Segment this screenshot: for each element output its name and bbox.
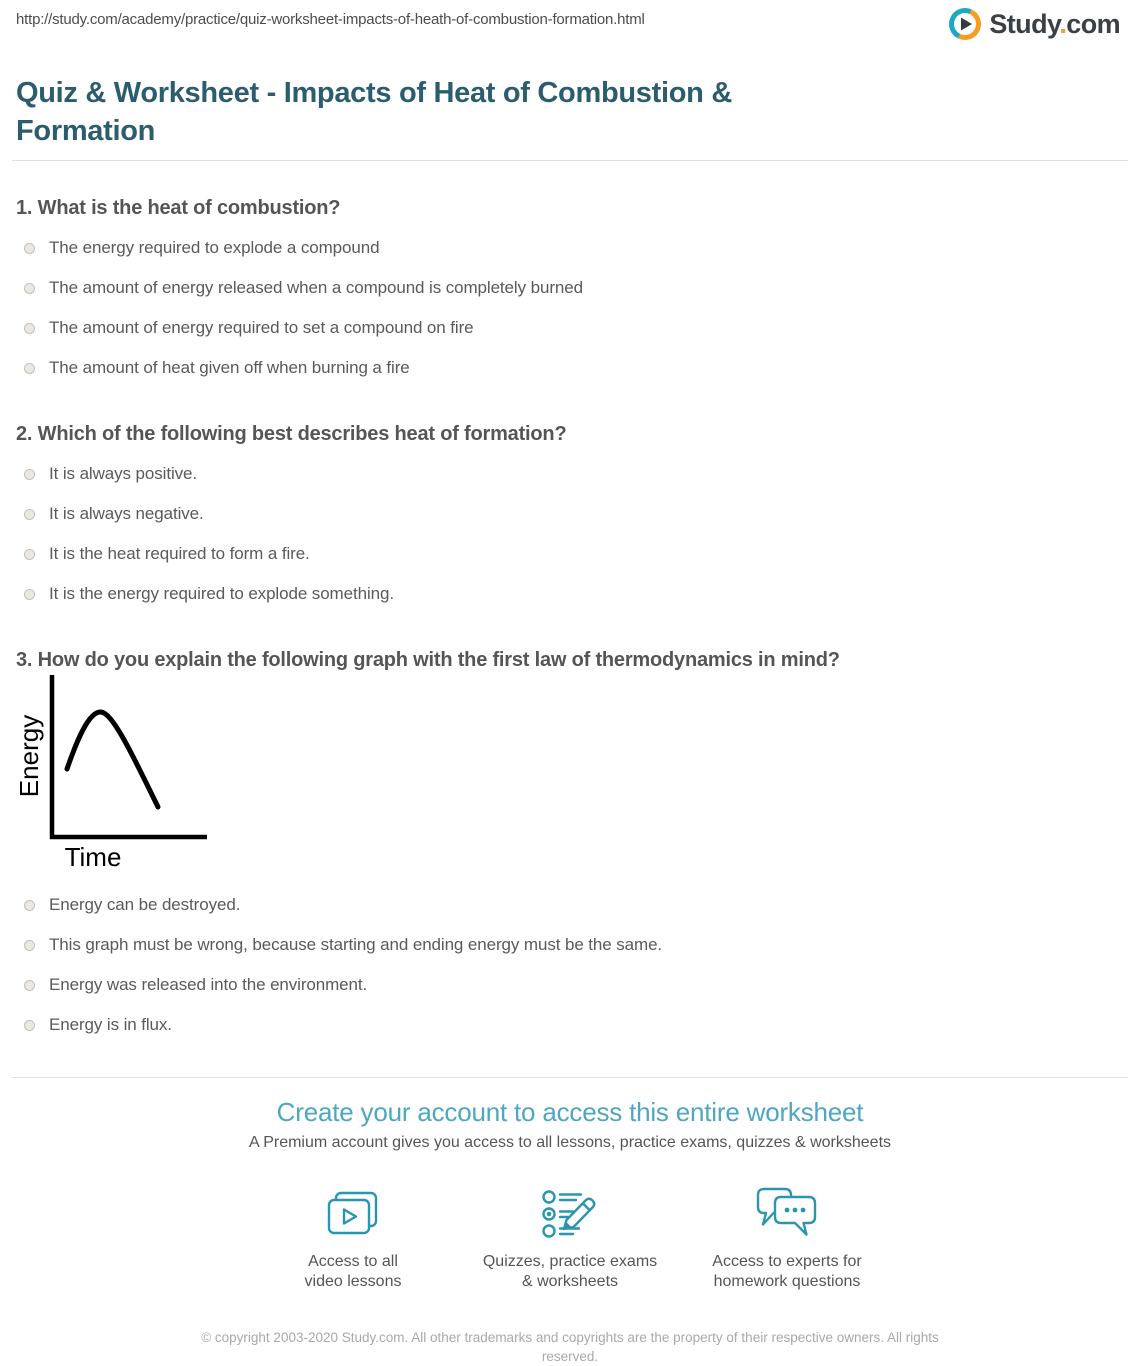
signup-divider <box>12 1077 1128 1078</box>
q2-option-d-label[interactable]: It is the energy required to explode something. <box>49 584 394 603</box>
q3-option-a[interactable] <box>16 885 1124 925</box>
q3-option-d-radio[interactable] <box>24 1020 35 1031</box>
studycom-logo[interactable] <box>948 7 1120 41</box>
graph-xlabel: Time <box>64 842 122 872</box>
question-2 <box>16 422 1124 614</box>
page-title: Quiz & Worksheet - Impacts of Heat of Combustion & Formation <box>16 77 732 147</box>
q3-option-d[interactable] <box>16 1005 1124 1045</box>
question-1-options <box>16 228 1124 388</box>
q3-option-c[interactable] <box>16 965 1124 1005</box>
worksheet-content <box>0 74 1140 1366</box>
logo-text <box>989 9 1120 40</box>
q2-option-d-radio[interactable] <box>24 589 35 600</box>
question-3-heading <box>16 648 1124 672</box>
q1-option-d-radio[interactable] <box>24 363 35 374</box>
q3-option-d-label[interactable]: Energy is in flux. <box>49 1015 172 1034</box>
q2-option-c-label[interactable]: It is the heat required to form a fire. <box>49 544 310 563</box>
q1-option-b-label[interactable]: The amount of energy released when a compound is completely burned <box>49 278 583 297</box>
q2-option-b-radio[interactable] <box>24 509 35 520</box>
q1-option-c[interactable] <box>16 308 1124 348</box>
q3-option-c-label[interactable]: Energy was released into the environment. <box>49 975 368 994</box>
q3-option-a-label[interactable]: Energy can be destroyed. <box>49 895 241 914</box>
feature-homework-label <box>679 1252 896 1292</box>
logo-study: Study <box>989 8 1060 39</box>
feature-homework-line2: homework questions <box>713 1273 861 1290</box>
q1-option-c-radio[interactable] <box>24 323 35 334</box>
page-url: http://study.com/academy/practice/quiz-worksheet-impacts-of-heath-of-combustion-formation.html <box>16 11 645 28</box>
graph-ylabel: Energy <box>14 714 44 798</box>
logo-com: com <box>1066 8 1120 39</box>
q2-option-c-radio[interactable] <box>24 549 35 560</box>
signup-section <box>16 1097 1124 1366</box>
q1-option-c-label[interactable]: The amount of energy required to set a compound on fire <box>49 318 474 337</box>
question-3-text: How do you explain the following graph with the first law of thermodynamics in mind? <box>37 649 840 671</box>
page-header <box>0 0 1140 56</box>
q1-option-b-radio[interactable] <box>24 283 35 294</box>
q3-option-c-radio[interactable] <box>24 980 35 991</box>
q2-option-d[interactable] <box>16 574 1124 614</box>
energy-time-graph-svg <box>14 672 226 872</box>
q1-option-d-label[interactable]: The amount of heat given off when burning a fire <box>49 358 410 377</box>
feature-video-lessons-label <box>245 1252 462 1292</box>
q2-option-b[interactable] <box>16 494 1124 534</box>
question-3-options <box>16 885 1124 1045</box>
q1-option-b[interactable] <box>16 268 1124 308</box>
q2-option-b-label[interactable]: It is always negative. <box>49 504 204 523</box>
q3-option-a-radio[interactable] <box>24 900 35 911</box>
question-3-number: 3. <box>16 649 33 671</box>
q3-option-b[interactable] <box>16 925 1124 965</box>
question-1 <box>16 196 1124 388</box>
q1-option-d[interactable] <box>16 348 1124 388</box>
question-1-text: What is the heat of combustion? <box>37 197 341 219</box>
signup-subheading: A Premium account gives you access to all lessons, practice exams, quizzes & worksheets <box>248 1134 892 1151</box>
feature-quizzes-line1: Quizzes, practice exams <box>482 1253 658 1270</box>
q2-option-a-label[interactable]: It is always positive. <box>49 464 198 483</box>
signup-heading: Create your account to access this entire worksheet <box>276 1097 864 1127</box>
feature-video-line1: Access to all <box>308 1253 398 1270</box>
feature-video-line2: video lessons <box>304 1273 402 1290</box>
question-2-options <box>16 454 1124 614</box>
feature-video-lessons <box>245 1182 462 1292</box>
feature-quizzes-line2: & worksheets <box>521 1273 619 1290</box>
feature-quizzes-label <box>462 1252 679 1292</box>
graph-curve <box>67 712 158 807</box>
feature-homework-experts <box>679 1182 896 1292</box>
energy-time-graph <box>14 672 1124 872</box>
question-1-heading <box>16 196 1124 220</box>
play-circle-logo-icon <box>948 7 982 41</box>
q1-option-a[interactable] <box>16 228 1124 268</box>
question-3 <box>16 648 1124 1045</box>
video-lessons-icon <box>245 1182 462 1240</box>
q2-option-a[interactable] <box>16 454 1124 494</box>
feature-list <box>16 1182 1124 1292</box>
question-2-number: 2. <box>16 423 33 445</box>
title-divider <box>12 160 1128 161</box>
question-2-text: Which of the following best describes heat of formation? <box>37 423 567 445</box>
question-1-number: 1. <box>16 197 33 219</box>
q1-option-a-label[interactable]: The energy required to explode a compound <box>49 238 380 257</box>
feature-homework-line1: Access to experts for <box>712 1253 862 1270</box>
feature-quizzes-worksheets <box>462 1182 679 1292</box>
copyright-notice: © copyright 2003-2020 Study.com. All other trademarks and copyrights are the property of their respective owners. All rights reserved. <box>201 1330 939 1364</box>
q3-option-b-label[interactable]: This graph must be wrong, because starting and ending energy must be the same. <box>49 935 663 954</box>
question-2-heading <box>16 422 1124 446</box>
graph-axes <box>52 675 207 837</box>
logo-dot: . <box>1059 8 1067 39</box>
q2-option-a-radio[interactable] <box>24 469 35 480</box>
q2-option-c[interactable] <box>16 534 1124 574</box>
q3-option-b-radio[interactable] <box>24 940 35 951</box>
quizzes-worksheets-icon <box>462 1182 679 1240</box>
homework-experts-icon <box>679 1182 896 1240</box>
q1-option-a-radio[interactable] <box>24 243 35 254</box>
